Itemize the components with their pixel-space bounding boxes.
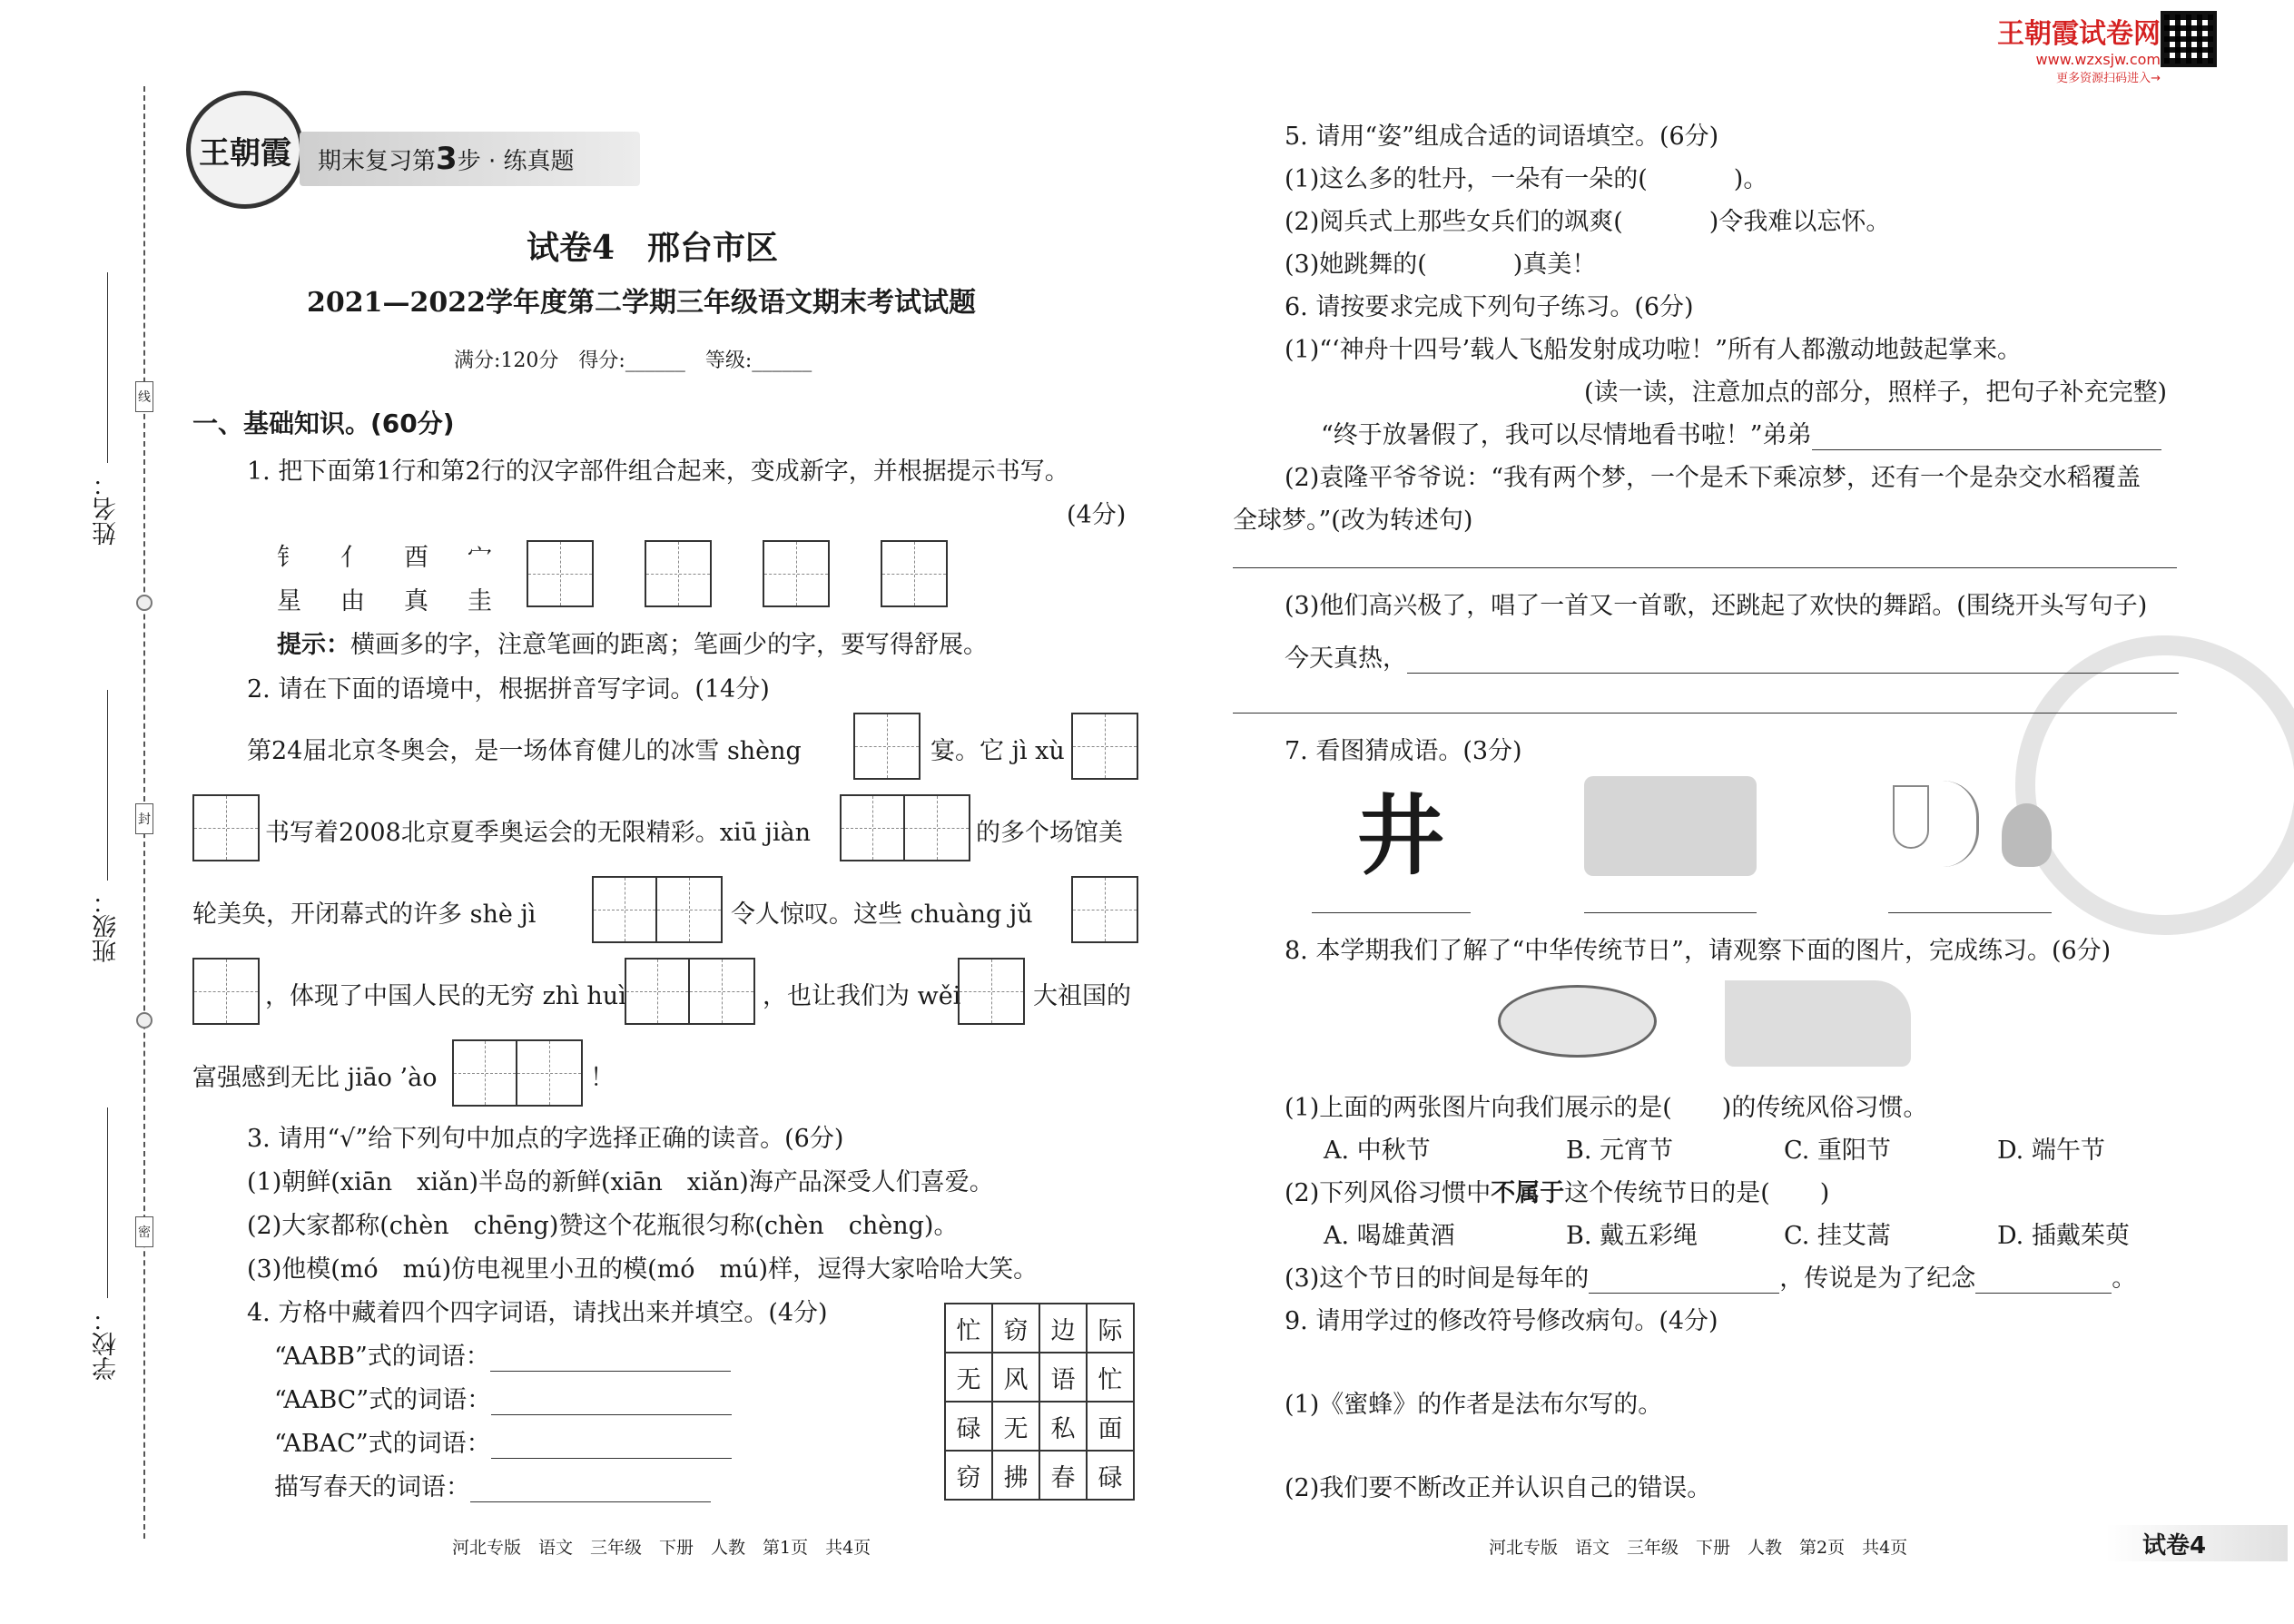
q4-a4-label: 描写春天的词语：: [274, 1473, 470, 1501]
q1-points: (4分): [1067, 501, 1127, 529]
grid-cell: 语: [1039, 1353, 1087, 1402]
q2-line4c: 大祖国的: [1033, 982, 1131, 1010]
q4-a4-blank[interactable]: [470, 1477, 711, 1502]
q8-s2-opt-b[interactable]: B. 戴五彩绳: [1566, 1222, 1698, 1250]
hint-text: 横画多的字，注意笔画的距离；笔画少的字，要写得舒展。: [350, 631, 988, 659]
q9-text: 9. 请用学过的修改符号修改病句。(4分): [1285, 1307, 1718, 1335]
q8-s2b: 这个传统节日的是(: [1564, 1179, 1770, 1207]
q6-s1-start: [1321, 415, 2161, 450]
site-tagline: 更多资源扫码进入→: [2056, 72, 2161, 85]
q1-row1: 钅 亻 酉 宀: [277, 544, 499, 572]
q8-s1: [1285, 1088, 1927, 1123]
grid-cell: 无: [992, 1402, 1039, 1451]
paper-tag-label: 试卷4: [2142, 1531, 2207, 1560]
q8-text: 8. 本学期我们了解了“中华传统节日”，请观察下面的图片，完成练习。(6分): [1285, 937, 2112, 965]
qr-code-icon: [2161, 11, 2217, 67]
q1-answer-box[interactable]: [527, 540, 594, 607]
q8-s3b: ，传说是为了纪念: [1779, 1265, 1976, 1293]
pinyin-box-xiujian[interactable]: [840, 794, 970, 861]
q5-s2b: )令我难以忘怀。: [1708, 208, 1891, 236]
q6-text: 6. 请按要求完成下列句子练习。(6分): [1285, 293, 1694, 321]
q1-answer-box[interactable]: [645, 540, 712, 607]
grid-cell: 拂: [992, 1451, 1039, 1500]
q4-a2-label: “AABC”式的词语：: [274, 1386, 492, 1414]
q2-line1a: 第24届北京冬奥会，是一场体育健儿的冰雪 shèng: [247, 737, 802, 765]
q9-s1[interactable]: (1)《蜜蜂》的作者是法布尔写的。: [1285, 1391, 1663, 1419]
q5-s3: [1285, 244, 1596, 280]
q2-text: 2. 请在下面的语境中，根据拼音写字词。(14分): [247, 675, 770, 704]
q8-s1-opt-a[interactable]: A. 中秋节: [1324, 1137, 1431, 1165]
q4-a1-label: “AABB”式的词语：: [274, 1343, 490, 1371]
q1-answer-box[interactable]: [763, 540, 830, 607]
q6-s1: (1)“‘神舟十四号’载人飞船发射成功啦！”所有人都激动地鼓起掌来。: [1285, 336, 2023, 364]
q2-line4a: ，体现了中国人民的无穷 zhì huì: [265, 982, 626, 1010]
q8-s2-bold: 不属于: [1491, 1179, 1565, 1207]
class-label: 班级：: [93, 890, 121, 963]
q7-text: 7. 看图猜成语。(3分): [1285, 737, 1522, 765]
q7-blank-2[interactable]: [1584, 912, 1757, 913]
q4-text: 4. 方格中藏着四个四字词语，请找出来并填空。(4分): [247, 1299, 828, 1327]
q8-pic-zongzi: [1498, 985, 1657, 1058]
q3-s1: (1)朝鲜(xiān xiǎn)半岛的新鲜(xiān xiǎn)海产品深受人们喜爱。: [247, 1168, 994, 1196]
q6-s1-start-text: “终于放暑假了，我可以尽情地看书啦！”弟弟: [1321, 421, 1812, 449]
q6-s2-answer-line[interactable]: [1233, 567, 2177, 568]
snake-icon: [2002, 803, 2052, 867]
q4-a3-blank[interactable]: [491, 1433, 732, 1459]
grid-cell: 面: [1087, 1402, 1134, 1451]
q5-s2a: (2)阅兵式上那些女兵们的飒爽(: [1285, 208, 1623, 236]
q6-s3-start-text: 今天真热，: [1285, 645, 1407, 673]
q8-s2-opt-d[interactable]: D. 插戴茱萸: [1997, 1222, 2130, 1250]
q4-a2: [274, 1380, 732, 1415]
exam-title: 试卷4 邢台市区: [527, 229, 779, 267]
q6-s3-blank[interactable]: [1407, 648, 2179, 674]
q5-s3a: (3)她跳舞的(: [1285, 251, 1427, 279]
q1-text: 1. 把下面第1行和第2行的汉字部件组合起来，变成新字，并根据提示书写。: [247, 458, 1069, 486]
q3-s2: (2)大家都称(chèn chēng)赞这个花瓶很匀称(chèn chèng)。: [247, 1212, 959, 1240]
q8-s2: [1285, 1173, 1829, 1208]
grid-cell: 际: [1087, 1304, 1134, 1353]
q8-s1-opt-d[interactable]: D. 端午节: [1997, 1137, 2105, 1165]
word-grid: [944, 1303, 1135, 1501]
q6-s3: (3)他们高兴极了，唱了一首又一首歌，还跳起了欢快的舞蹈。(围绕开头写句子): [1285, 592, 2148, 620]
q8-s3-blank-2[interactable]: [1975, 1268, 2112, 1294]
q5-s3b: )真美！: [1512, 251, 1597, 279]
grid-cell: 私: [1039, 1402, 1087, 1451]
grid-cell: 窃: [945, 1451, 992, 1500]
q8-s2a: (2)下列风俗习惯中: [1285, 1179, 1492, 1207]
pinyin-box-zhihui[interactable]: [625, 958, 755, 1025]
q7-pic3-cup-bow-snake: [1884, 781, 2065, 871]
score-line: 满分:120分 得分:______ 等级:______: [454, 349, 812, 372]
paper-tag: [2106, 1525, 2288, 1561]
q7-blank-1[interactable]: [1312, 912, 1471, 913]
q5-text: 5. 请用“姿”组成合适的词语填空。(6分): [1285, 123, 1719, 151]
grid-cell: 春: [1039, 1451, 1087, 1500]
q1-hint: [277, 625, 988, 660]
name-blank: [107, 272, 108, 463]
site-name: 王朝霞试卷网: [1997, 18, 2161, 50]
hint-label: 提示：: [277, 631, 350, 659]
school-label: 学校：: [93, 1307, 121, 1381]
punch-hole-mark: [136, 595, 153, 611]
site-url: www.wzxsjw.com: [2035, 51, 2161, 68]
seal-mark-seal: 封: [135, 803, 153, 834]
q6-s2a: (2)袁隆平爷爷说：“我有两个梦，一个是禾下乘凉梦，还有一个是杂交水稻覆盖: [1285, 464, 2141, 492]
q4-a1: [274, 1336, 731, 1372]
grid-cell: 边: [1039, 1304, 1087, 1353]
q2-line5b: ！: [590, 1064, 615, 1092]
q2-line5a: 富强感到无比 jiāo ’ào: [192, 1064, 438, 1092]
q7-blank-3[interactable]: [1888, 912, 2052, 913]
q8-pic-dragon-boat: [1725, 980, 1911, 1067]
section1-heading: 一、基础知识。(60分): [192, 408, 455, 438]
q5-s2: [1285, 202, 1890, 237]
q8-s1-opt-b[interactable]: B. 元宵节: [1566, 1137, 1674, 1165]
q4-a1-blank[interactable]: [490, 1346, 731, 1372]
brand-logo: [186, 91, 304, 209]
school-blank: [107, 1107, 108, 1298]
q6-s1-note: (读一读，注意加点的部分，照样子，把句子补充完整): [1584, 379, 2168, 407]
footer-right: 河北专版 语文 三年级 下册 人教 第2页 共4页: [1489, 1538, 1908, 1558]
q5-s1a: (1)这么多的牡丹，一朵有一朵的(: [1285, 165, 1648, 193]
footer-left: 河北专版 语文 三年级 下册 人教 第1页 共4页: [452, 1538, 871, 1558]
q6-s2b: 全球梦。”(改为转述句): [1233, 507, 1473, 535]
site-brand: [1997, 11, 2161, 85]
q2-line3b: 令人惊叹。这些 chuàng jǔ: [731, 901, 1033, 929]
q7-pic1-char: 井: [1357, 785, 1444, 887]
q2-line3a: 轮美奂，开闭幕式的许多 shè jì: [192, 901, 537, 929]
q2-line2a: 书写着2008北京夏季奥运会的无限精彩。xiū jiàn: [265, 819, 812, 847]
q8-s3-blank-1[interactable]: [1589, 1268, 1779, 1294]
bow-icon: [1943, 781, 1979, 867]
name-label: 姓名：: [93, 472, 121, 546]
q4-a2-blank[interactable]: [491, 1390, 732, 1415]
q2-line4b: ，也让我们为 wěi: [763, 982, 961, 1010]
q8-s3a: (3)这个节日的时间是每年的: [1285, 1265, 1590, 1293]
banner-step: 3: [436, 141, 458, 177]
q8-s1b: )的传统风俗习惯。: [1721, 1094, 1928, 1122]
q4-a3-label: “ABAC”式的词语：: [274, 1430, 491, 1458]
q6-s3-start: [1285, 638, 2179, 674]
q8-s1-opt-c[interactable]: C. 重阳节: [1784, 1137, 1891, 1165]
q8-s2-opt-c[interactable]: C. 挂艾蒿: [1784, 1222, 1891, 1250]
q4-a4: [274, 1467, 711, 1502]
q8-s3c: 。: [2112, 1265, 2137, 1293]
seal-mark-secret: 密: [135, 1216, 153, 1247]
pinyin-box-chuangju[interactable]: [1071, 876, 1138, 943]
banner-suffix: 步 · 练真题: [457, 147, 575, 175]
exam-subtitle: 2021—2022学年度第二学期三年级语文期末考试试题: [307, 287, 976, 319]
q8-s2c: ): [1819, 1179, 1830, 1207]
grid-cell: 碌: [1087, 1451, 1134, 1500]
pinyin-box-wei[interactable]: [958, 958, 1025, 1025]
q2-line1b: 宴。它 jì xù: [930, 737, 1065, 765]
pinyin-box-chuangju-2[interactable]: [192, 958, 260, 1025]
grid-cell: 风: [992, 1353, 1039, 1402]
step-banner: [300, 132, 640, 186]
q7-pic2-children-drawing: [1584, 776, 1757, 876]
q6-s3-answer-line[interactable]: [1233, 713, 2177, 714]
pinyin-box-jixu-2[interactable]: [192, 794, 260, 861]
pinyin-box-jiaoao[interactable]: [452, 1039, 583, 1107]
q9-s2[interactable]: (2)我们要不断改正并认识自己的错误。: [1285, 1474, 1712, 1502]
pinyin-box-sheng[interactable]: [853, 713, 921, 780]
grid-cell: 碌: [945, 1402, 992, 1451]
grid-cell: 无: [945, 1353, 992, 1402]
q6-s1-blank[interactable]: [1812, 425, 2161, 450]
q5-s1b: )。: [1733, 165, 1768, 193]
grid-cell: 忙: [945, 1304, 992, 1353]
class-blank: [107, 690, 108, 881]
cup-icon: [1893, 785, 1929, 849]
banner-prefix: 期末复习第: [318, 147, 437, 175]
q2-line2b: 的多个场馆美: [976, 819, 1123, 847]
pinyin-box-jixu[interactable]: [1071, 713, 1138, 780]
q3-text: 3. 请用“√”给下列句中加点的字选择正确的读音。(6分): [247, 1125, 844, 1153]
q3-s3: (3)他模(mó mú)仿电视里小丑的模(mó mú)样，逗得大家哈哈大笑。: [247, 1255, 1039, 1284]
punch-hole-mark: [136, 1012, 153, 1029]
pinyin-box-sheji[interactable]: [592, 876, 723, 943]
q8-s1a: (1)上面的两张图片向我们展示的是(: [1285, 1094, 1672, 1122]
q8-s2-opt-a[interactable]: A. 喝雄黄酒: [1324, 1222, 1455, 1250]
logo-text: 王朝霞: [199, 134, 291, 172]
q5-s1: [1285, 159, 1767, 194]
q4-a3: [274, 1423, 732, 1459]
q8-s3: [1285, 1258, 2136, 1294]
q1-row2: 星 由 真 圭: [277, 587, 499, 615]
grid-cell: 窃: [992, 1304, 1039, 1353]
grid-cell: 忙: [1087, 1353, 1134, 1402]
seal-mark-line: 线: [135, 381, 153, 412]
q1-answer-box[interactable]: [881, 540, 948, 607]
